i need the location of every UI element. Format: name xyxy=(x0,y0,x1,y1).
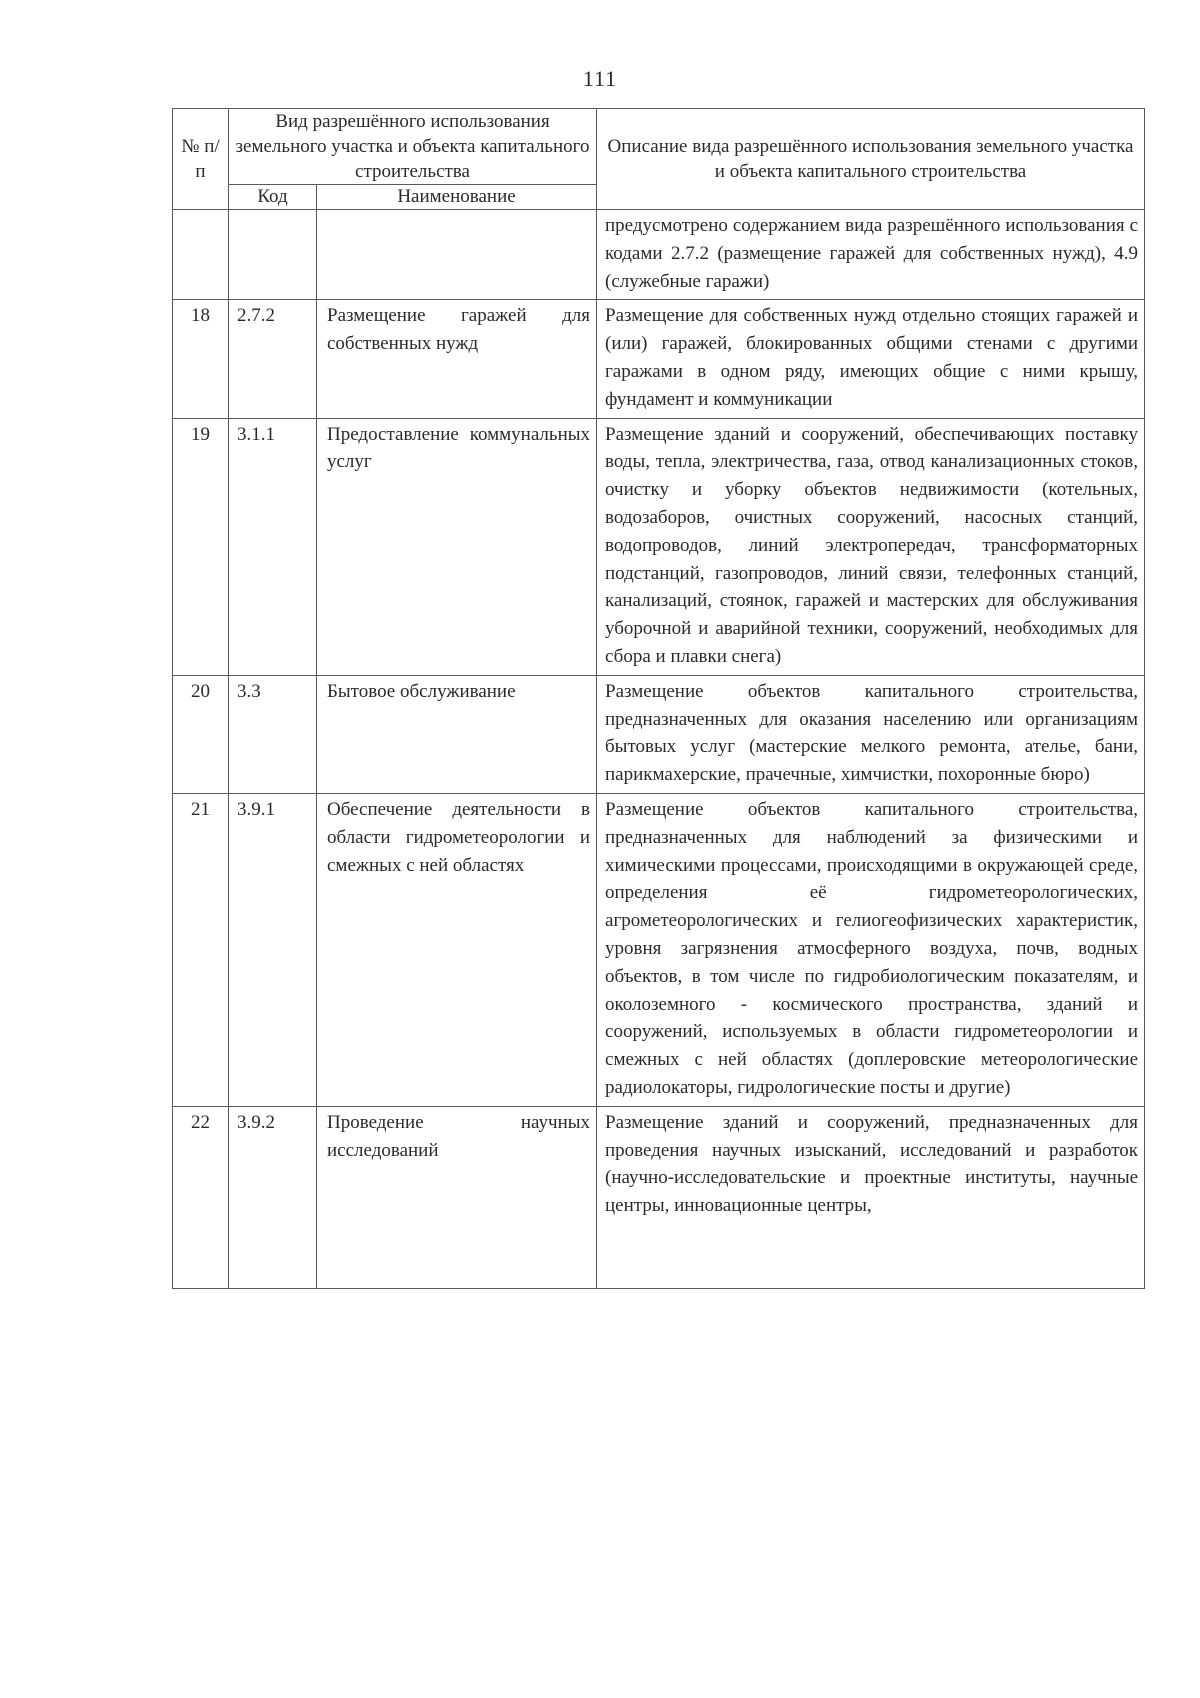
cell-description: предусмотрено содержанием вида разрешённого использования с кодами 2.7.2 (размещение гаражей для собственных нужд), 4.9 (служебные гаражи) xyxy=(597,210,1145,300)
cell-code: 3.3 xyxy=(229,675,317,793)
land-use-table xyxy=(172,108,1145,1289)
header-description: Описание вида разрешённого использования земельного участка и объекта капитального строительства xyxy=(597,109,1145,210)
cell-description: Размещение зданий и сооружений, обеспечивающих поставку воды, тепла, электричества, газа, отвод канализационных стоков, очистку и уборку объектов недвижимости (котельных, водозаборов, очистных сооружений, насосных станций, водопроводов, линий электропередач, трансформаторных подстанций, газопроводов, линий связи, телефонных станций, канализаций, стоянок, гаражей и мастерских для обслуживания уборочной и аварийной техники, сооружений, необходимых для сбора и плавки снега) xyxy=(597,418,1145,675)
page-number: 111 xyxy=(582,66,618,91)
cell-number: 18 xyxy=(173,300,229,418)
cell-code: 3.9.2 xyxy=(229,1106,317,1288)
cell-description: Размещение зданий и сооружений, предназначенных для проведения научных изысканий, исследований и разработок (научно-исследовательские и проектные институты, научные центры, инновационные центры, xyxy=(597,1106,1145,1288)
cell-code: 2.7.2 xyxy=(229,300,317,418)
header-number: № п/п xyxy=(173,109,229,210)
cell-name: Размещение гаражей для собственных нужд xyxy=(317,300,597,418)
header-use-type: Вид разрешённого использования земельного участка и объекта капитального строительства xyxy=(229,109,597,185)
cell-description: Размещение объектов капитального строительства, предназначенных для оказания населению или организациям бытовых услуг (мастерские мелкого ремонта, ателье, бани, парикмахерские, прачечные, химчистки, похоронные бюро) xyxy=(597,675,1145,793)
cell-description: Размещение объектов капитального строительства, предназначенных для наблюдений за физическими и химическими процессами, происходящими в окружающей среде, определения её гидрометеорологических, агрометеорологических и гелиогеофизических характеристик, уровня загрязнения атмосферного воздуха, почв, водных объектов, в том числе по гидробиологическим показателям, и околоземного - космического пространства, зданий и сооружений, используемых в области гидрометеорологии и смежных с ней областях (доплеровские метеорологические радиолокаторы, гидрологические посты и другие) xyxy=(597,793,1145,1106)
header-code: Код xyxy=(229,185,317,210)
table-row-continuation xyxy=(173,210,1145,300)
cell-name: Предоставление коммунальных услуг xyxy=(317,418,597,675)
cell-number xyxy=(173,210,229,300)
cell-name: Обеспечение деятельности в области гидрометеорологии и смежных с ней областях xyxy=(317,793,597,1106)
cell-number: 19 xyxy=(173,418,229,675)
table-row xyxy=(173,793,1145,1106)
cell-code: 3.1.1 xyxy=(229,418,317,675)
cell-code: 3.9.1 xyxy=(229,793,317,1106)
cell-number: 20 xyxy=(173,675,229,793)
table-row xyxy=(173,1106,1145,1288)
cell-number: 21 xyxy=(173,793,229,1106)
cell-name: Бытовое обслуживание xyxy=(317,675,597,793)
cell-name: Проведение научных исследований xyxy=(317,1106,597,1288)
cell-code xyxy=(229,210,317,300)
table-row xyxy=(173,675,1145,793)
cell-name xyxy=(317,210,597,300)
header-name: Наименование xyxy=(317,185,597,210)
cell-number: 22 xyxy=(173,1106,229,1288)
table-row xyxy=(173,418,1145,675)
cell-description: Размещение для собственных нужд отдельно стоящих гаражей и (или) гаражей, блокированных общими стенами с другими гаражами в одном ряду, имеющих общие с ними крышу, фундамент и коммуникации xyxy=(597,300,1145,418)
table-header-row xyxy=(173,109,1145,185)
table-row xyxy=(173,300,1145,418)
